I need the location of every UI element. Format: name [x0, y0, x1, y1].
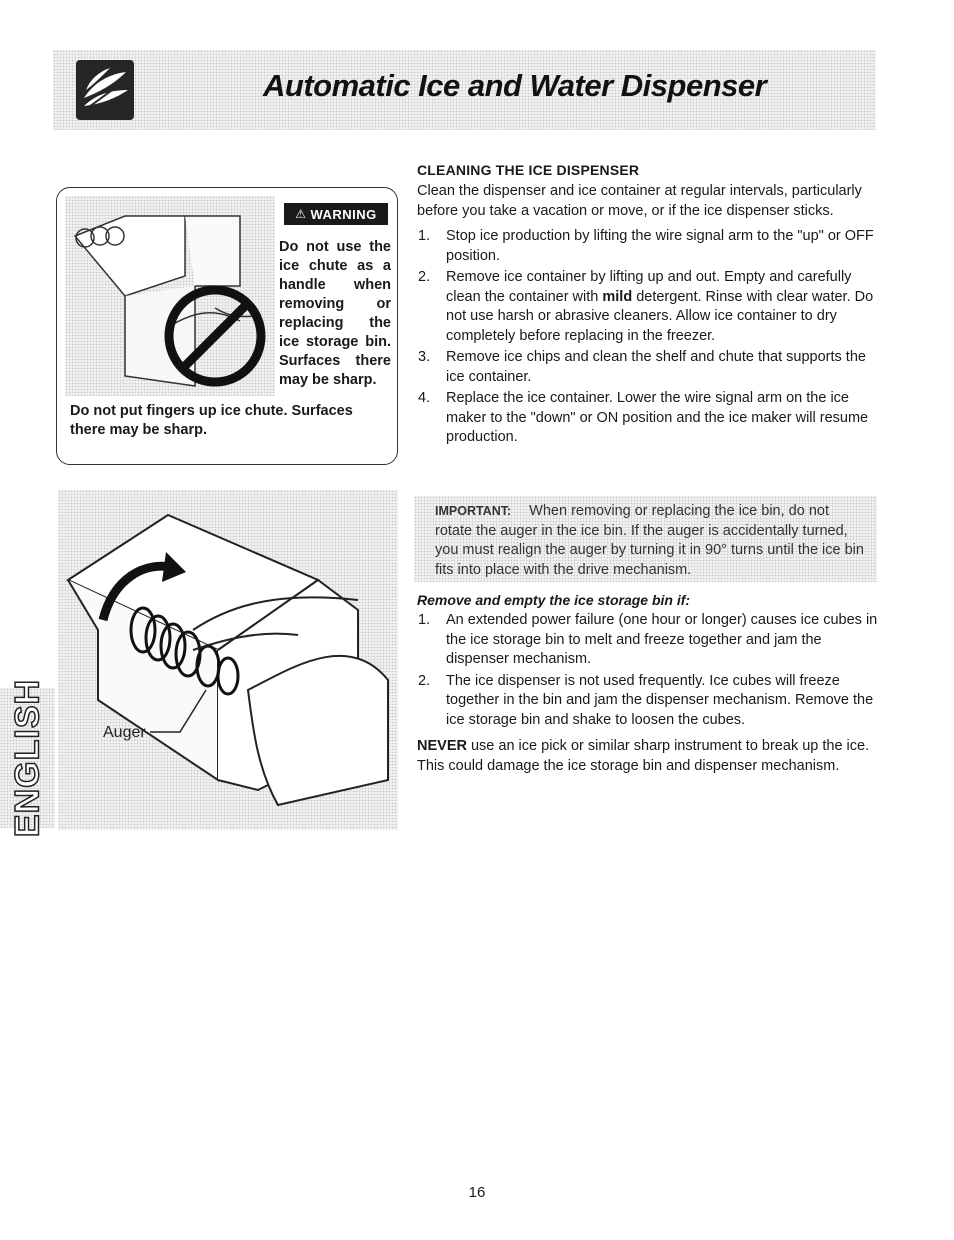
remove-item	[417, 672, 881, 731]
step-text: Remove ice chips and clean the shelf and chute that supports the ice container.	[446, 349, 866, 385]
step-text: Stop ice production by lifting the wire signal arm to the "up" or OFF position.	[446, 228, 874, 264]
leaf-logo-icon	[76, 60, 134, 120]
cleaning-step	[417, 227, 881, 266]
warning-box	[56, 187, 398, 465]
step-number: 4.	[418, 390, 431, 406]
step-number: 1.	[418, 228, 431, 244]
remove-bin-section	[417, 592, 881, 776]
auger-illustration	[58, 490, 398, 830]
never-bold: NEVER	[417, 738, 467, 754]
cleaning-heading: CLEANING THE ICE DISPENSER	[417, 162, 640, 178]
warning-badge-label: WARNING	[310, 206, 377, 222]
step-text: Remove ice container by lifting up and out. Empty and carefully clean the container with	[446, 269, 852, 305]
step-text: Replace the ice container. Lower the wire signal arm on the ice maker to the "down" or ON position and the ice maker will resume production.	[446, 390, 869, 445]
important-note	[414, 496, 877, 582]
language-tab-label: ENGLISH	[8, 678, 46, 838]
language-tab	[0, 678, 55, 838]
auger-callout-label: Auger	[103, 724, 146, 741]
never-text: use an ice pick or similar sharp instrument to break up the ice. This could damage the ice storage bin and dispenser mechanism.	[417, 738, 870, 774]
warning-badge	[284, 203, 388, 225]
cleaning-section	[417, 162, 881, 450]
cleaning-step	[417, 348, 881, 387]
cleaning-step	[417, 268, 881, 346]
step-text-bold: mild	[602, 288, 633, 305]
item-text: The ice dispenser is not used frequently. Ice cubes will freeze together in the bin and jam the dispenser mechanism. Remove the ice storage bin and shake to loosen the cubes.	[446, 672, 874, 728]
cleaning-steps	[417, 227, 881, 448]
item-number: 2.	[418, 672, 431, 689]
ice-chute-prohibited-illustration	[65, 196, 275, 396]
cleaning-step	[417, 389, 881, 448]
page-title: Automatic Ice and Water Dispenser	[263, 68, 767, 103]
step-number: 2.	[418, 269, 431, 285]
item-text: An extended power failure (one hour or longer) causes ice cubes in the ice storage bin to melt and freeze together and jam the dispenser mechanism.	[446, 612, 878, 667]
warning-bottom-text: Do not put fingers up ice chute. Surfaces there may be sharp.	[70, 403, 353, 438]
item-number: 1.	[418, 612, 431, 628]
important-text: When removing or replacing the ice bin, do not rotate the auger in the ice bin. If the auger is accidentally turned, you must realign the auger by turning it in 90° turns until the ice bin fits into place with the drive mechanism.	[435, 503, 864, 578]
remove-list	[417, 611, 881, 730]
remove-item	[417, 611, 881, 670]
page-number: 16	[468, 1184, 486, 1201]
warning-triangle-icon: ⚠	[295, 207, 307, 221]
important-label: IMPORTANT:	[435, 504, 512, 518]
step-number: 3.	[418, 349, 431, 365]
never-warning-text	[417, 737, 881, 776]
remove-heading: Remove and empty the ice storage bin if:	[417, 592, 691, 608]
header-banner	[53, 50, 876, 130]
cleaning-intro: Clean the dispenser and ice container at regular intervals, particularly before you take a vacation or move, or if the ice dispenser sticks.	[417, 183, 862, 219]
warning-side-text: Do not use the ice chute as a handle when removing or replacing the ice storage bin. Surfaces there may be sharp.	[279, 239, 391, 388]
step-text: detergent. Rinse with clear water. Do not use harsh or abrasive cleaners. Allow ice container to dry completely before replacing in the freezer.	[446, 288, 874, 344]
